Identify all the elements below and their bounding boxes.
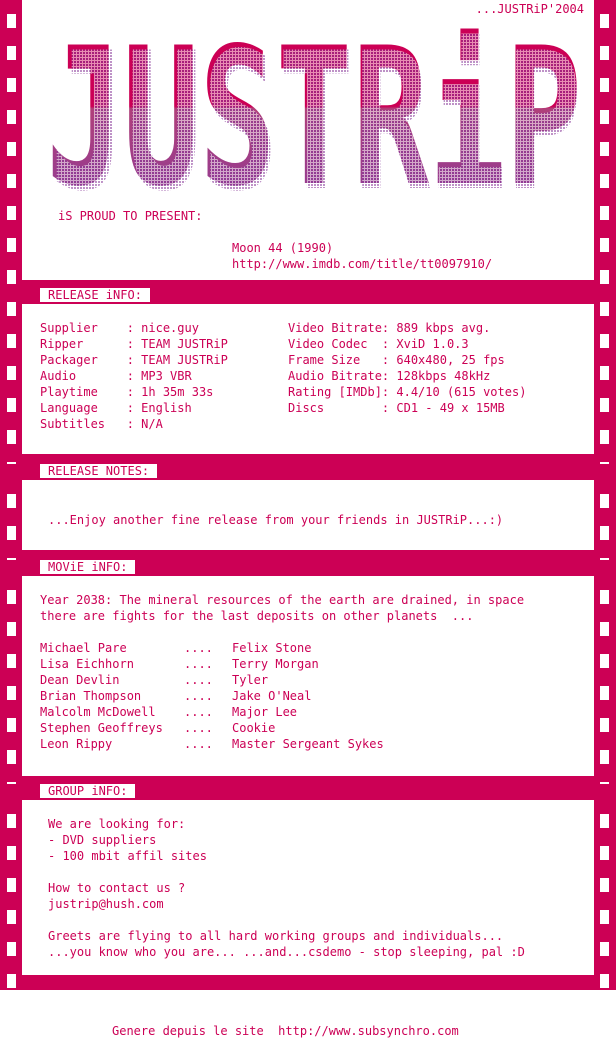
- group-info-heading: GROUP iNFO:: [40, 784, 135, 798]
- sprocket-hole: [7, 206, 16, 220]
- sprocket-hole: [600, 622, 609, 636]
- sprocket-hole: [600, 846, 609, 860]
- release-info-row: Audio Bitrate: 128kbps 48kHz: [288, 369, 491, 383]
- sprocket-hole: [7, 526, 16, 540]
- cast-role: Tyler: [232, 673, 269, 687]
- sprocket-hole: [600, 270, 609, 284]
- release-info-row: Language : English: [40, 401, 192, 415]
- contact-question: How to contact us ?: [48, 881, 186, 895]
- cast-role: Terry Morgan: [232, 657, 319, 671]
- sprocket-hole: [600, 878, 609, 892]
- movie-info-heading: MOViE iNFO:: [40, 560, 135, 574]
- want-affil-sites: - 100 mbit affil sites: [48, 849, 207, 863]
- sprocket-hole: [7, 718, 16, 732]
- movie-title: Moon 44 (1990): [232, 241, 334, 255]
- sprocket-hole: [600, 142, 609, 156]
- logo-glyphs: [46, 28, 582, 198]
- imdb-link[interactable]: http://www.imdb.com/title/tt0097910/: [232, 257, 493, 271]
- footer-credit: Genere depuis le site http://www.subsynchro.com: [112, 1024, 459, 1038]
- cast-role: Master Sergeant Sykes: [232, 737, 384, 751]
- sprocket-hole: [7, 494, 16, 508]
- cast-separator: ....: [184, 689, 213, 703]
- release-info-row: Audio : MP3 VBR: [40, 369, 192, 383]
- sprocket-hole: [7, 910, 16, 924]
- sprocket-hole: [600, 206, 609, 220]
- sprocket-hole: [600, 494, 609, 508]
- sprocket-hole: [7, 750, 16, 764]
- cast-actor: Brian Thompson: [40, 689, 142, 703]
- release-notes-heading: RELEASE NOTES:: [40, 464, 157, 478]
- release-info-row: Subtitles : N/A: [40, 417, 163, 431]
- sprocket-hole: [7, 366, 16, 380]
- cast-separator: ....: [184, 657, 213, 671]
- sprocket-hole: [600, 526, 609, 540]
- sprocket-hole: [600, 110, 609, 124]
- sprocket-hole: [7, 110, 16, 124]
- release-notes-text: ...Enjoy another fine release from your friends in JUSTRiP...:): [48, 513, 504, 527]
- cast-actor: Leon Rippy: [40, 737, 113, 751]
- sprocket-hole: [600, 718, 609, 732]
- cast-separator: ....: [184, 721, 213, 735]
- sprocket-hole: [7, 686, 16, 700]
- plot-line-1: Year 2038: The mineral resources of the earth are drained, in space: [40, 593, 525, 607]
- sprocket-hole: [600, 398, 609, 412]
- sprocket-hole: [7, 14, 16, 28]
- cast-actor: Malcolm McDowell: [40, 705, 156, 719]
- sprocket-hole: [7, 174, 16, 188]
- logo-text: JUSTRiP: [46, 28, 582, 198]
- release-info-row: Playtime : 1h 35m 33s: [40, 385, 214, 399]
- cast-role: Jake O'Neal: [232, 689, 312, 703]
- sprocket-hole: [600, 974, 609, 988]
- sprocket-hole: [7, 430, 16, 444]
- sprocket-hole: [600, 814, 609, 828]
- contact-email[interactable]: justrip@hush.com: [48, 897, 164, 911]
- sprocket-hole: [7, 302, 16, 316]
- cast-role: Cookie: [232, 721, 276, 735]
- release-info-heading: RELEASE iNFO:: [40, 288, 150, 302]
- cast-separator: ....: [184, 705, 213, 719]
- sprocket-hole: [7, 654, 16, 668]
- release-info-row: Video Codec : XviD 1.0.3: [288, 337, 469, 351]
- sprocket-hole: [7, 622, 16, 636]
- sprocket-hole: [600, 238, 609, 252]
- cast-actor: Stephen Geoffreys: [40, 721, 163, 735]
- sprocket-hole: [7, 46, 16, 60]
- greets-line-1: Greets are flying to all hard working groups and individuals...: [48, 929, 504, 943]
- sprocket-hole: [7, 974, 16, 988]
- sprocket-hole: [7, 142, 16, 156]
- sprocket-hole: [600, 686, 609, 700]
- release-info-row: Discs : CD1 - 49 x 15MB: [288, 401, 505, 415]
- sprocket-hole: [7, 78, 16, 92]
- sprocket-hole: [600, 14, 609, 28]
- want-dvd-suppliers: - DVD suppliers: [48, 833, 157, 847]
- sprocket-hole: [7, 846, 16, 860]
- sprocket-hole: [600, 78, 609, 92]
- release-info-row: Frame Size : 640x480, 25 fps: [288, 353, 505, 367]
- release-info-row: Video Bitrate: 889 kbps avg.: [288, 321, 491, 335]
- looking-for: We are looking for:: [48, 817, 186, 831]
- cast-separator: ....: [184, 673, 213, 687]
- cast-role: Major Lee: [232, 705, 298, 719]
- sprocket-hole: [600, 654, 609, 668]
- sprocket-hole: [600, 430, 609, 444]
- cast-separator: ....: [184, 737, 213, 751]
- sprocket-hole: [600, 302, 609, 316]
- group-tagline: ...JUSTRiP'2004: [475, 2, 584, 16]
- greets-line-2: ...you know who you are... ...and...csdemo - stop sleeping, pal :D: [48, 945, 525, 959]
- sprocket-hole: [600, 590, 609, 604]
- sprocket-hole: [600, 174, 609, 188]
- sprocket-hole: [600, 942, 609, 956]
- sprocket-hole: [7, 270, 16, 284]
- sprocket-hole: [7, 814, 16, 828]
- sprocket-hole: [7, 334, 16, 348]
- sprocket-hole: [600, 750, 609, 764]
- proud-to-present: iS PROUD TO PRESENT:: [58, 209, 203, 223]
- plot-line-2: there are fights for the last deposits on other planets ...: [40, 609, 474, 623]
- cast-actor: Lisa Eichhorn: [40, 657, 134, 671]
- release-info-row: Supplier : nice.guy: [40, 321, 199, 335]
- logo-text-shadow: JUSTRiP: [50, 28, 582, 198]
- sprocket-hole: [7, 398, 16, 412]
- release-info-row: Ripper : TEAM JUSTRiP: [40, 337, 228, 351]
- cast-separator: ....: [184, 641, 213, 655]
- cast-actor: Dean Devlin: [40, 673, 120, 687]
- justrip-ascii-logo: [44, 28, 584, 198]
- sprocket-hole: [600, 46, 609, 60]
- sprocket-hole: [600, 366, 609, 380]
- sprocket-hole: [7, 238, 16, 252]
- sprocket-hole: [600, 334, 609, 348]
- sprocket-hole: [7, 878, 16, 892]
- release-info-row: Packager : TEAM JUSTRiP: [40, 353, 228, 367]
- sprocket-hole: [7, 942, 16, 956]
- release-info-row: Rating [IMDb]: 4.4/10 (615 votes): [288, 385, 527, 399]
- sprocket-hole: [600, 910, 609, 924]
- cast-actor: Michael Pare: [40, 641, 127, 655]
- cast-role: Felix Stone: [232, 641, 312, 655]
- sprocket-hole: [7, 590, 16, 604]
